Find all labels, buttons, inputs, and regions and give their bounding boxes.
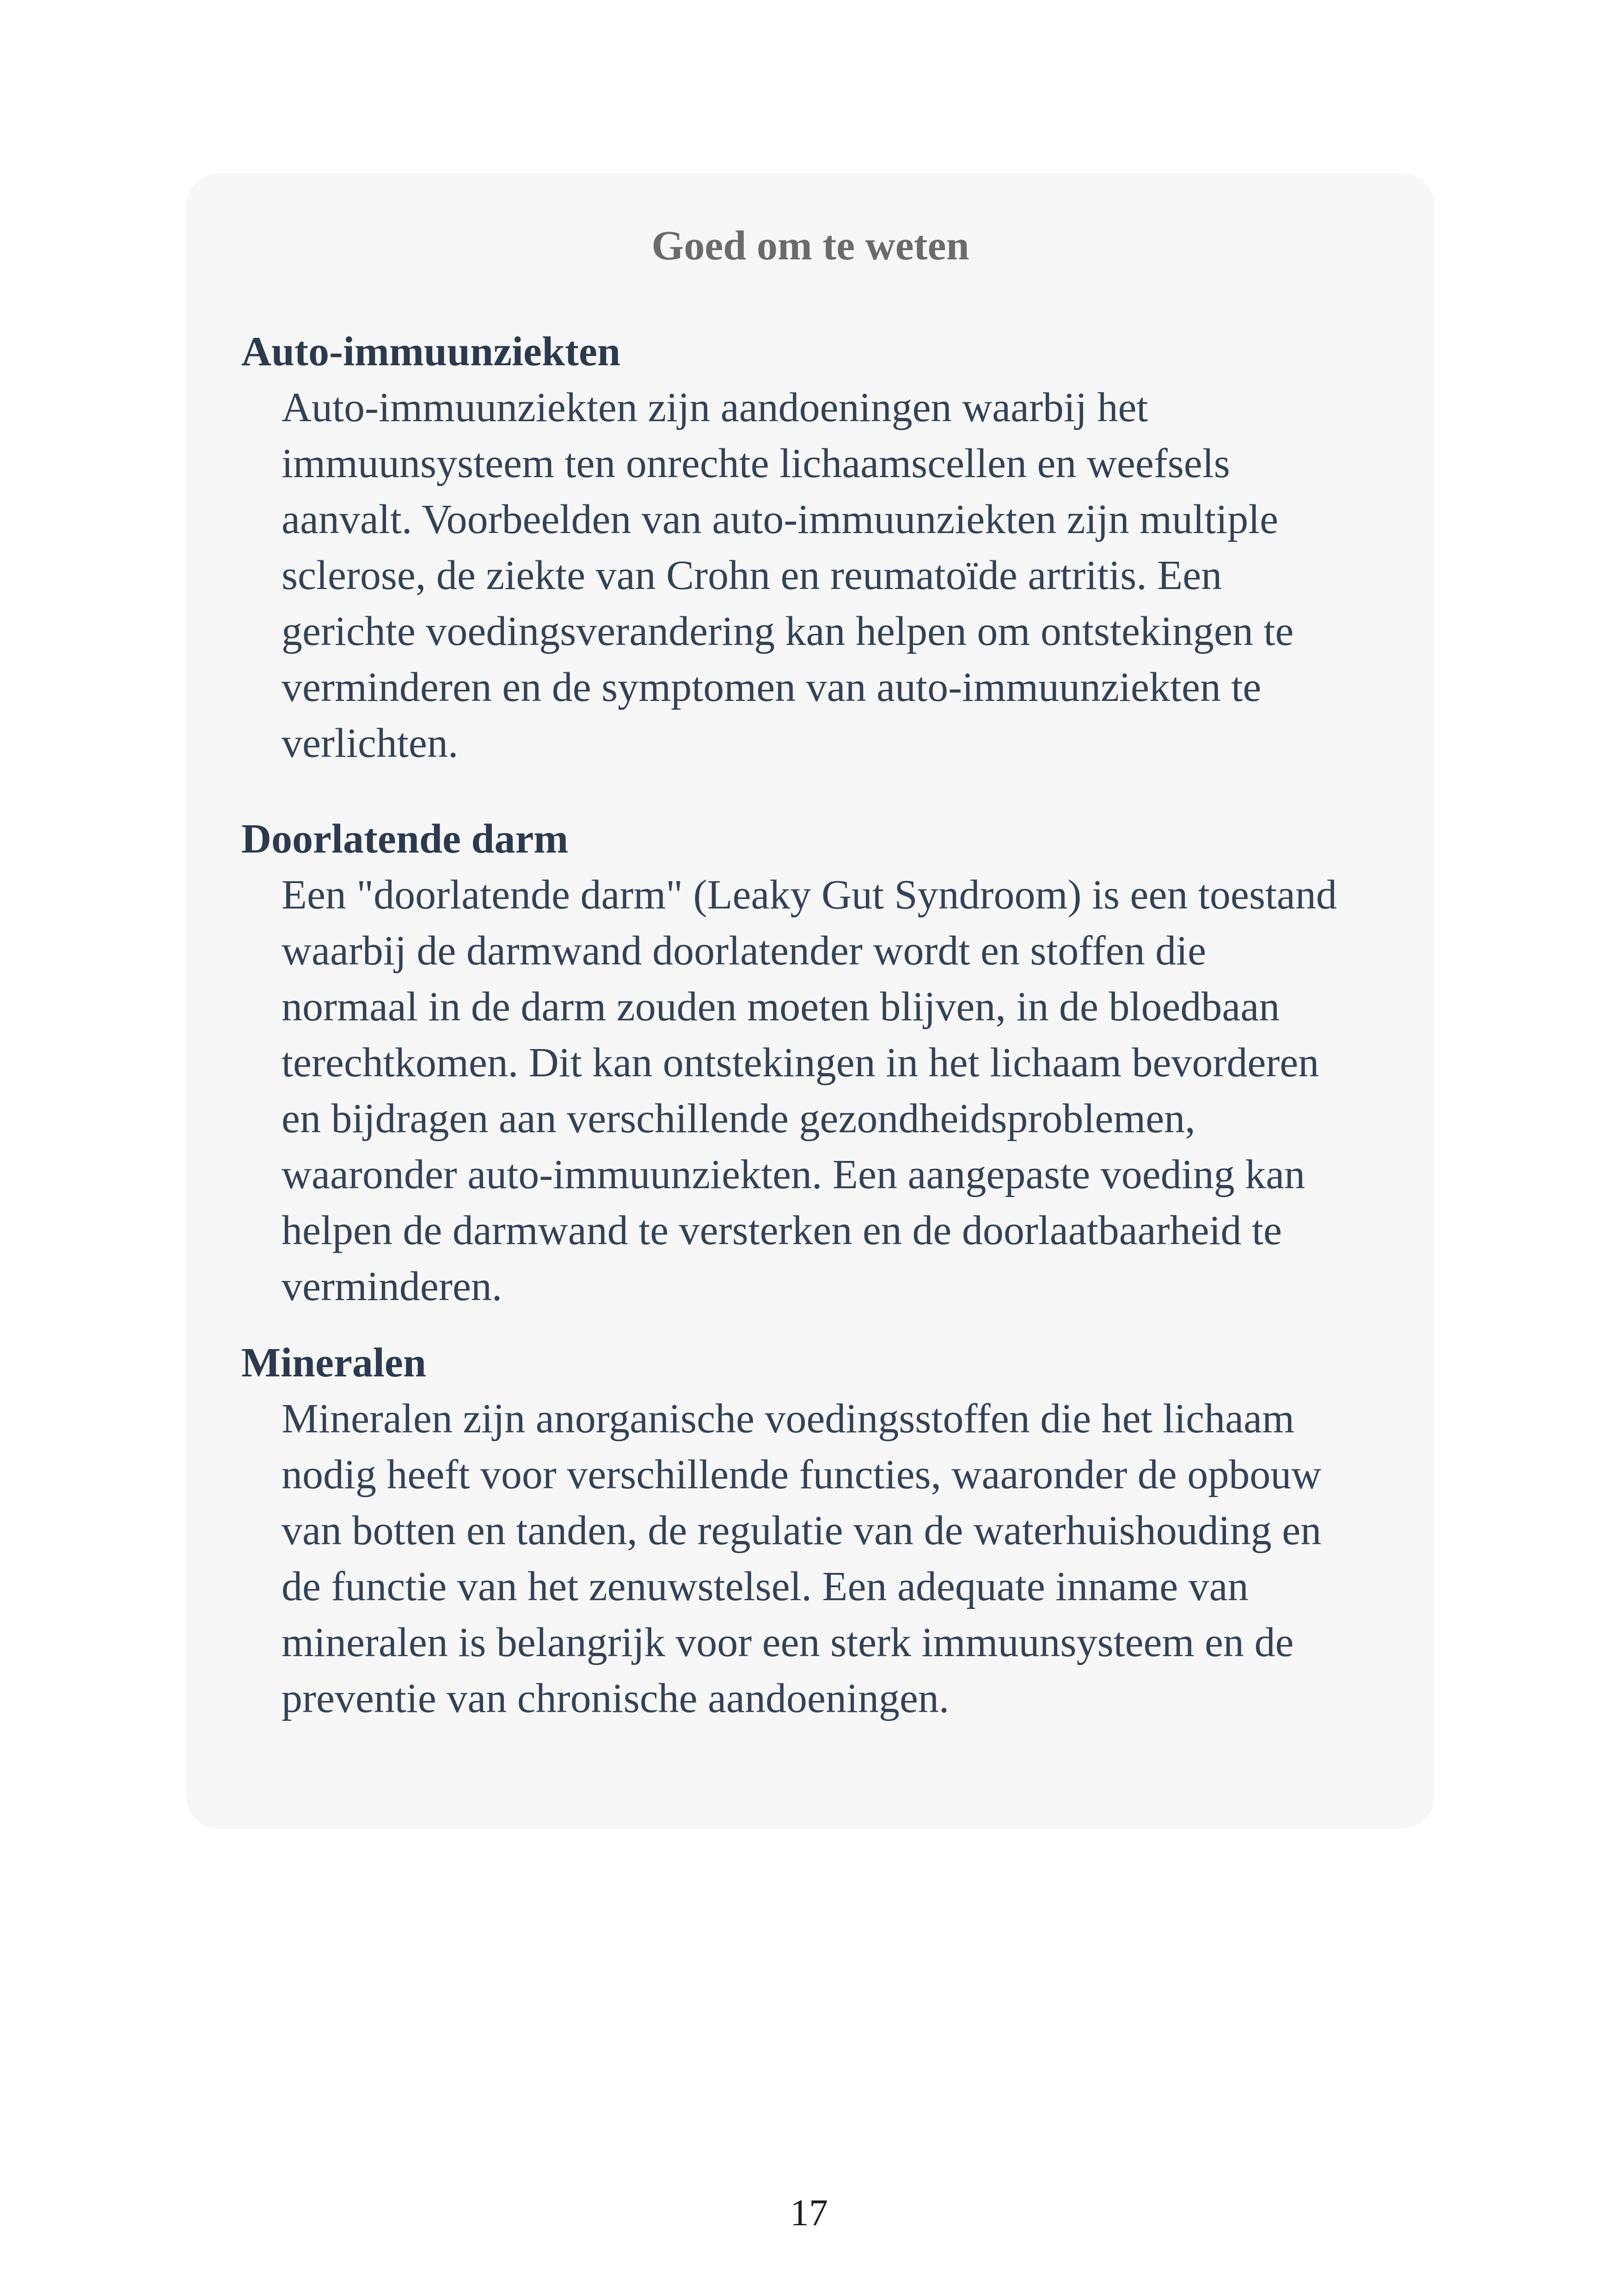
term-heading: Auto-immuunziekten: [241, 329, 621, 374]
definition-line: immuunsysteem ten onrechte lichaamscellen en weefsels: [282, 441, 1230, 486]
definition-line: aanvalt. Voorbeelden van auto-immuunziekten zijn multiple: [282, 497, 1279, 542]
definition-line: preventie van chronische aandoeningen.: [282, 1676, 950, 1721]
definition-line: normaal in de darm zouden moeten blijven, in de bloedbaan: [282, 984, 1280, 1030]
term-doorlatende-darm: [241, 811, 1397, 1314]
term-heading: Doorlatende darm: [241, 816, 569, 862]
term-auto-immuunziekten: [241, 324, 1397, 771]
info-box-title: Goed om te weten: [651, 223, 969, 269]
definition-line: Auto-immuunziekten zijn aandoeningen waarbij het: [282, 385, 1148, 430]
definition-line: mineralen is belangrijk voor een sterk immuunsysteem en de: [282, 1620, 1294, 1665]
page-number: 17: [790, 2192, 828, 2234]
definition-line: terechtkomen. Dit kan ontstekingen in het lichaam bevorderen: [282, 1040, 1319, 1086]
definition-line: gerichte voedingsverandering kan helpen om ontstekingen te: [282, 608, 1294, 654]
definition-line: nodig heeft voor verschillende functies, waaronder de opbouw: [282, 1452, 1322, 1498]
definition-line: sclerose, de ziekte van Crohn en reumatoïde artritis. Een: [282, 553, 1222, 598]
definition-line: en bijdragen aan verschillende gezondheidsproblemen,: [282, 1096, 1195, 1142]
definition-line: van botten en tanden, de regulatie van de waterhuishouding en: [282, 1508, 1322, 1553]
definition-line: Mineralen zijn anorganische voedingsstoffen die het lichaam: [282, 1396, 1294, 1442]
term-mineralen: [241, 1335, 1397, 1726]
definition-line: verlichten.: [282, 720, 459, 766]
term-heading: Mineralen: [241, 1340, 426, 1386]
term-definition: [282, 1391, 1410, 1726]
definition-line: Een "doorlatende darm" (Leaky Gut Syndroom) is een toestand: [282, 872, 1337, 918]
definition-line: verminderen.: [282, 1264, 503, 1309]
term-definition: [282, 867, 1410, 1314]
definition-line: waarbij de darmwand doorlatender wordt en stoffen die: [282, 928, 1207, 974]
definition-line: waaronder auto-immuunziekten. Een aangepaste voeding kan: [282, 1152, 1305, 1197]
definition-line: helpen de darmwand te versterken en de doorlaatbaarheid te: [282, 1208, 1282, 1253]
definition-line: verminderen en de symptomen van auto-immuunziekten te: [282, 664, 1262, 710]
definition-line: de functie van het zenuwstelsel. Een adequate inname van: [282, 1564, 1249, 1609]
term-definition: [282, 380, 1410, 771]
info-box: [186, 173, 1434, 1829]
